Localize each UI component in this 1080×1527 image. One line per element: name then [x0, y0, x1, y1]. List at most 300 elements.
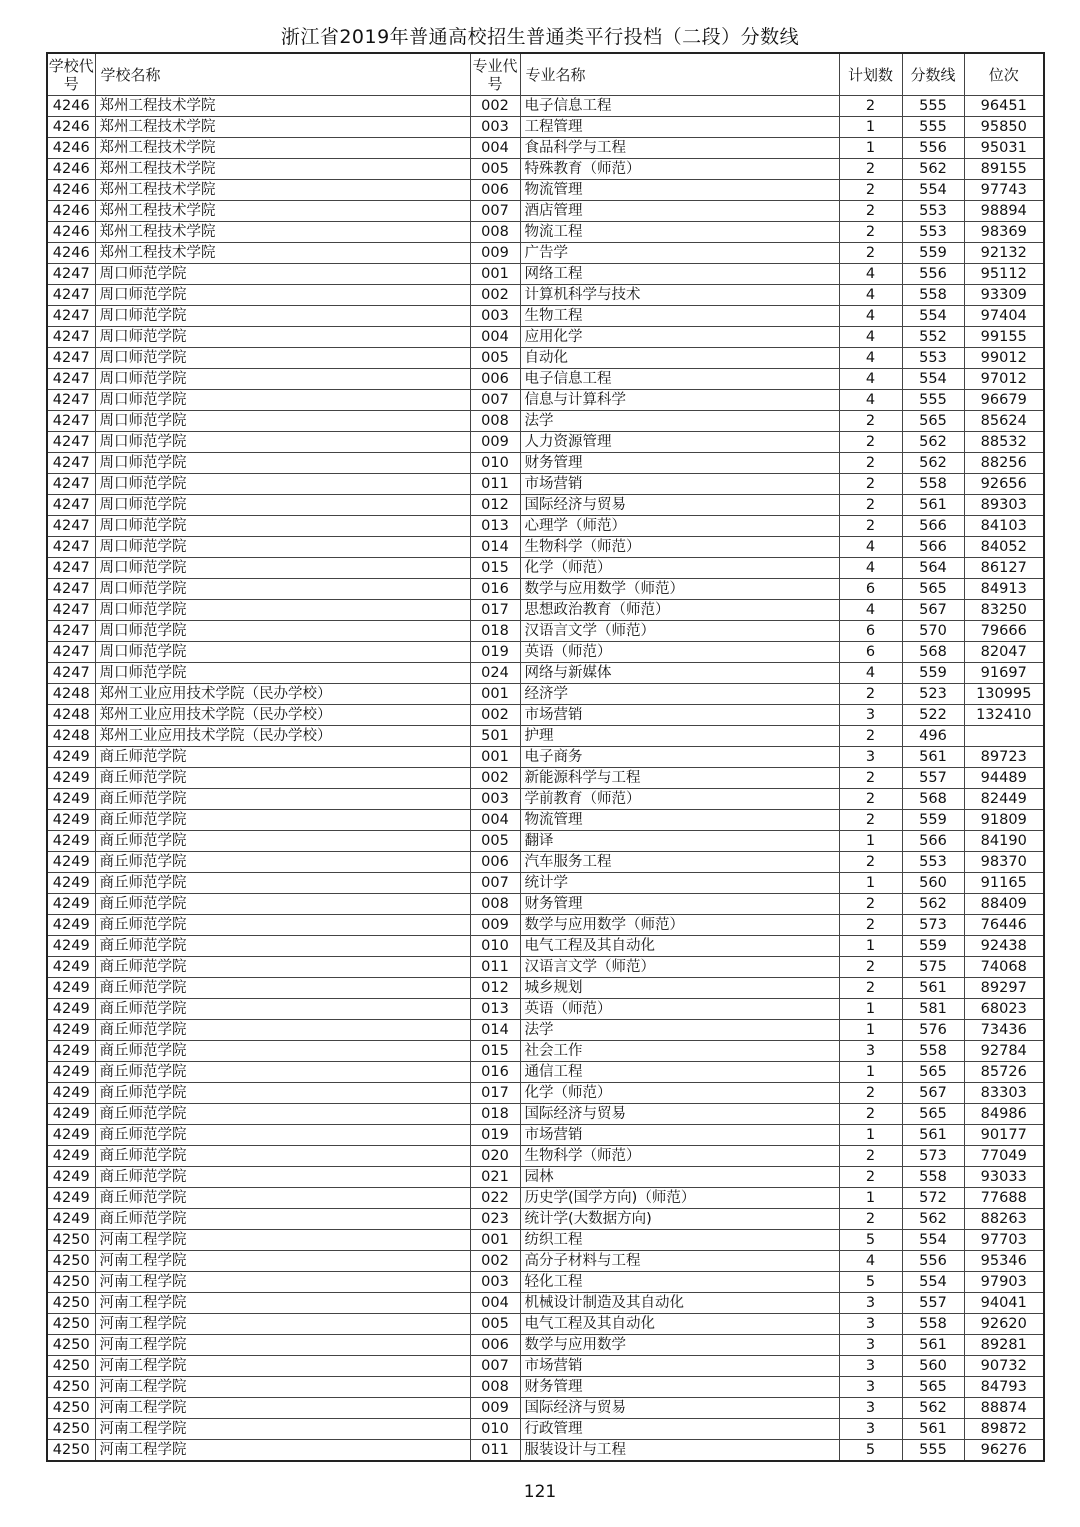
cell-major-code: 001: [470, 264, 520, 285]
cell-score: 554: [902, 306, 964, 327]
cell-plan: 2: [839, 243, 902, 264]
cell-plan: 3: [839, 1356, 902, 1377]
cell-score: 561: [902, 1419, 964, 1440]
table-row: [47, 348, 1044, 369]
cell-school-code: 4250: [47, 1335, 95, 1356]
cell-school-name: 商丘师范学院: [95, 936, 470, 957]
cell-school-name: 周口师范学院: [95, 264, 470, 285]
cell-major-code: 013: [470, 999, 520, 1020]
cell-score: 554: [902, 1230, 964, 1251]
cell-score: 561: [902, 747, 964, 768]
cell-score: 566: [902, 537, 964, 558]
cell-major-name: 市场营销: [520, 474, 839, 495]
cell-major-name: 市场营销: [520, 1356, 839, 1377]
cell-plan: 2: [839, 978, 902, 999]
cell-major-name: 物流管理: [520, 810, 839, 831]
cell-score: 560: [902, 1356, 964, 1377]
cell-school-code: 4248: [47, 705, 95, 726]
cell-school-name: 周口师范学院: [95, 600, 470, 621]
table-row: [47, 621, 1044, 642]
cell-plan: 1: [839, 1125, 902, 1146]
cell-score: 562: [902, 1398, 964, 1419]
cell-school-code: 4249: [47, 999, 95, 1020]
cell-rank: 77049: [964, 1146, 1044, 1167]
cell-rank: 97903: [964, 1272, 1044, 1293]
cell-major-code: 005: [470, 1314, 520, 1335]
cell-major-name: 电子商务: [520, 747, 839, 768]
cell-plan: 2: [839, 894, 902, 915]
cell-score: 567: [902, 1083, 964, 1104]
cell-school-code: 4246: [47, 117, 95, 138]
cell-school-name: 商丘师范学院: [95, 747, 470, 768]
cell-rank: 84913: [964, 579, 1044, 600]
cell-school-name: 周口师范学院: [95, 642, 470, 663]
cell-rank: 91165: [964, 873, 1044, 894]
cell-plan: 2: [839, 810, 902, 831]
cell-major-code: 014: [470, 1020, 520, 1041]
cell-school-code: 4249: [47, 957, 95, 978]
cell-plan: 3: [839, 1398, 902, 1419]
cell-major-name: 电气工程及其自动化: [520, 936, 839, 957]
cell-school-name: 河南工程学院: [95, 1440, 470, 1462]
cell-major-name: 国际经济与贸易: [520, 1398, 839, 1419]
cell-major-name: 汽车服务工程: [520, 852, 839, 873]
cell-plan: 6: [839, 642, 902, 663]
table-row: [47, 432, 1044, 453]
cell-plan: 4: [839, 663, 902, 684]
cell-major-code: 007: [470, 390, 520, 411]
cell-score: 556: [902, 1251, 964, 1272]
cell-school-code: 4247: [47, 327, 95, 348]
cell-major-code: 013: [470, 516, 520, 537]
cell-score: 561: [902, 495, 964, 516]
cell-major-name: 英语（师范）: [520, 642, 839, 663]
cell-score: 553: [902, 348, 964, 369]
cell-school-name: 河南工程学院: [95, 1272, 470, 1293]
cell-score: 555: [902, 390, 964, 411]
cell-score: 552: [902, 327, 964, 348]
cell-score: 558: [902, 285, 964, 306]
cell-plan: 1: [839, 117, 902, 138]
cell-score: 496: [902, 726, 964, 747]
cell-plan: 4: [839, 600, 902, 621]
cell-major-name: 网络工程: [520, 264, 839, 285]
table-row: [47, 810, 1044, 831]
cell-school-name: 商丘师范学院: [95, 831, 470, 852]
cell-major-code: 002: [470, 1251, 520, 1272]
cell-school-code: 4249: [47, 831, 95, 852]
table-row: [47, 1272, 1044, 1293]
cell-score: 581: [902, 999, 964, 1020]
table-row: [47, 1125, 1044, 1146]
cell-major-name: 电气工程及其自动化: [520, 1314, 839, 1335]
cell-major-name: 生物工程: [520, 306, 839, 327]
cell-plan: 2: [839, 222, 902, 243]
cell-plan: 6: [839, 579, 902, 600]
cell-school-code: 4246: [47, 159, 95, 180]
cell-rank: 96451: [964, 96, 1044, 117]
cell-major-name: 护理: [520, 726, 839, 747]
cell-major-name: 汉语言文学（师范）: [520, 957, 839, 978]
cell-school-code: 4246: [47, 138, 95, 159]
table-row: [47, 915, 1044, 936]
cell-plan: 3: [839, 1293, 902, 1314]
cell-score: 561: [902, 1335, 964, 1356]
cell-major-name: 特殊教育（师范）: [520, 159, 839, 180]
cell-rank: 83250: [964, 600, 1044, 621]
cell-plan: 1: [839, 999, 902, 1020]
table-row: [47, 1062, 1044, 1083]
cell-school-name: 河南工程学院: [95, 1230, 470, 1251]
cell-school-name: 周口师范学院: [95, 432, 470, 453]
cell-school-code: 4250: [47, 1272, 95, 1293]
cell-school-code: 4250: [47, 1440, 95, 1462]
cell-plan: 5: [839, 1440, 902, 1462]
table-row: [47, 978, 1044, 999]
cell-score: 558: [902, 1167, 964, 1188]
table-row: [47, 1104, 1044, 1125]
cell-school-code: 4250: [47, 1356, 95, 1377]
score-table: [46, 52, 1045, 1462]
header-major-name: 专业名称: [520, 53, 839, 96]
table-body: [47, 96, 1044, 1462]
cell-rank: 76446: [964, 915, 1044, 936]
table-row: [47, 936, 1044, 957]
cell-plan: 3: [839, 705, 902, 726]
table-row: [47, 1356, 1044, 1377]
table-row: [47, 285, 1044, 306]
cell-school-name: 商丘师范学院: [95, 894, 470, 915]
table-row: [47, 390, 1044, 411]
cell-major-name: 市场营销: [520, 1125, 839, 1146]
cell-score: 564: [902, 558, 964, 579]
cell-major-name: 法学: [520, 411, 839, 432]
cell-school-name: 周口师范学院: [95, 579, 470, 600]
cell-school-name: 河南工程学院: [95, 1251, 470, 1272]
cell-school-code: 4247: [47, 264, 95, 285]
cell-rank: 89297: [964, 978, 1044, 999]
cell-rank: 92620: [964, 1314, 1044, 1335]
cell-score: 566: [902, 831, 964, 852]
header-plan: 计划数: [839, 53, 902, 96]
cell-school-name: 河南工程学院: [95, 1314, 470, 1335]
table-row: [47, 327, 1044, 348]
cell-school-code: 4247: [47, 285, 95, 306]
cell-major-code: 022: [470, 1188, 520, 1209]
cell-score: 555: [902, 117, 964, 138]
cell-plan: 4: [839, 558, 902, 579]
cell-major-code: 006: [470, 1335, 520, 1356]
table-row: [47, 663, 1044, 684]
cell-major-name: 数学与应用数学: [520, 1335, 839, 1356]
cell-school-name: 周口师范学院: [95, 453, 470, 474]
cell-score: 562: [902, 453, 964, 474]
cell-score: 565: [902, 411, 964, 432]
cell-major-code: 002: [470, 285, 520, 306]
cell-score: 554: [902, 180, 964, 201]
cell-score: 522: [902, 705, 964, 726]
cell-score: 565: [902, 1062, 964, 1083]
cell-score: 553: [902, 852, 964, 873]
cell-rank: 91809: [964, 810, 1044, 831]
cell-school-code: 4250: [47, 1251, 95, 1272]
cell-school-name: 郑州工程技术学院: [95, 243, 470, 264]
table-row: [47, 222, 1044, 243]
cell-school-code: 4249: [47, 894, 95, 915]
table-row: [47, 453, 1044, 474]
cell-school-code: 4248: [47, 684, 95, 705]
cell-major-name: 网络与新媒体: [520, 663, 839, 684]
cell-school-code: 4246: [47, 180, 95, 201]
cell-school-code: 4247: [47, 642, 95, 663]
cell-school-code: 4247: [47, 558, 95, 579]
cell-major-code: 004: [470, 1293, 520, 1314]
cell-major-name: 物流工程: [520, 222, 839, 243]
cell-rank: 74068: [964, 957, 1044, 978]
cell-major-code: 021: [470, 1167, 520, 1188]
table-row: [47, 768, 1044, 789]
cell-plan: 4: [839, 264, 902, 285]
cell-major-code: 012: [470, 978, 520, 999]
cell-score: 559: [902, 810, 964, 831]
cell-rank: 98894: [964, 201, 1044, 222]
cell-plan: 1: [839, 873, 902, 894]
cell-rank: 83303: [964, 1083, 1044, 1104]
cell-plan: 3: [839, 1377, 902, 1398]
cell-school-name: 郑州工业应用技术学院（民办学校）: [95, 726, 470, 747]
cell-major-code: 001: [470, 684, 520, 705]
cell-school-code: 4249: [47, 789, 95, 810]
cell-major-code: 008: [470, 894, 520, 915]
cell-plan: 5: [839, 1272, 902, 1293]
cell-major-code: 020: [470, 1146, 520, 1167]
cell-score: 553: [902, 201, 964, 222]
cell-plan: 3: [839, 1041, 902, 1062]
cell-major-name: 法学: [520, 1020, 839, 1041]
cell-rank: 84103: [964, 516, 1044, 537]
cell-school-code: 4247: [47, 432, 95, 453]
cell-school-name: 周口师范学院: [95, 327, 470, 348]
cell-rank: 93033: [964, 1167, 1044, 1188]
cell-school-code: 4247: [47, 579, 95, 600]
cell-rank: 89281: [964, 1335, 1044, 1356]
cell-rank: 96679: [964, 390, 1044, 411]
cell-school-name: 商丘师范学院: [95, 1062, 470, 1083]
cell-school-name: 周口师范学院: [95, 390, 470, 411]
cell-major-code: 008: [470, 411, 520, 432]
cell-major-code: 008: [470, 1377, 520, 1398]
table-row: [47, 747, 1044, 768]
table-row: [47, 1293, 1044, 1314]
table-row: [47, 1377, 1044, 1398]
cell-rank: 130995: [964, 684, 1044, 705]
table-row: [47, 306, 1044, 327]
cell-major-code: 007: [470, 873, 520, 894]
cell-score: 565: [902, 1104, 964, 1125]
cell-school-name: 河南工程学院: [95, 1377, 470, 1398]
table-row: [47, 558, 1044, 579]
cell-major-name: 数学与应用数学（师范）: [520, 579, 839, 600]
cell-rank: 77688: [964, 1188, 1044, 1209]
cell-school-name: 郑州工程技术学院: [95, 201, 470, 222]
cell-school-name: 周口师范学院: [95, 348, 470, 369]
table-row: [47, 684, 1044, 705]
cell-school-name: 周口师范学院: [95, 663, 470, 684]
cell-rank: 89872: [964, 1419, 1044, 1440]
cell-score: 558: [902, 1041, 964, 1062]
cell-rank: 85624: [964, 411, 1044, 432]
cell-score: 561: [902, 1125, 964, 1146]
cell-major-name: 统计学(大数据方向): [520, 1209, 839, 1230]
cell-rank: 89723: [964, 747, 1044, 768]
cell-rank: 82047: [964, 642, 1044, 663]
cell-major-name: 翻译: [520, 831, 839, 852]
cell-rank: 99012: [964, 348, 1044, 369]
cell-score: 558: [902, 474, 964, 495]
cell-rank: [964, 726, 1044, 747]
table-row: [47, 1209, 1044, 1230]
cell-rank: 88409: [964, 894, 1044, 915]
cell-school-code: 4249: [47, 1188, 95, 1209]
cell-school-code: 4249: [47, 1209, 95, 1230]
cell-rank: 98370: [964, 852, 1044, 873]
cell-score: 559: [902, 243, 964, 264]
table-row: [47, 474, 1044, 495]
table-row: [47, 705, 1044, 726]
table-row: [47, 159, 1044, 180]
cell-score: 562: [902, 1209, 964, 1230]
cell-school-code: 4247: [47, 537, 95, 558]
cell-plan: 2: [839, 957, 902, 978]
cell-school-name: 周口师范学院: [95, 558, 470, 579]
cell-score: 555: [902, 96, 964, 117]
cell-score: 565: [902, 1377, 964, 1398]
cell-plan: 2: [839, 180, 902, 201]
table-row: [47, 999, 1044, 1020]
cell-rank: 84986: [964, 1104, 1044, 1125]
header-school-name: 学校名称: [95, 53, 470, 96]
cell-rank: 73436: [964, 1020, 1044, 1041]
cell-school-code: 4246: [47, 201, 95, 222]
cell-major-code: 016: [470, 579, 520, 600]
cell-school-name: 商丘师范学院: [95, 978, 470, 999]
table-row: [47, 1146, 1044, 1167]
cell-major-name: 电子信息工程: [520, 96, 839, 117]
cell-major-name: 经济学: [520, 684, 839, 705]
cell-major-name: 新能源科学与工程: [520, 768, 839, 789]
cell-rank: 86127: [964, 558, 1044, 579]
cell-plan: 2: [839, 495, 902, 516]
cell-major-code: 002: [470, 705, 520, 726]
cell-major-code: 016: [470, 1062, 520, 1083]
cell-score: 555: [902, 1440, 964, 1462]
cell-major-name: 机械设计制造及其自动化: [520, 1293, 839, 1314]
cell-school-code: 4246: [47, 243, 95, 264]
cell-plan: 4: [839, 369, 902, 390]
cell-major-name: 食品科学与工程: [520, 138, 839, 159]
cell-school-name: 商丘师范学院: [95, 1104, 470, 1125]
table-row: [47, 1041, 1044, 1062]
cell-school-name: 周口师范学院: [95, 411, 470, 432]
cell-school-name: 周口师范学院: [95, 369, 470, 390]
table-row: [47, 180, 1044, 201]
cell-school-code: 4249: [47, 1083, 95, 1104]
cell-rank: 68023: [964, 999, 1044, 1020]
cell-plan: 2: [839, 789, 902, 810]
table-row: [47, 243, 1044, 264]
cell-rank: 89155: [964, 159, 1044, 180]
cell-school-name: 商丘师范学院: [95, 873, 470, 894]
cell-plan: 4: [839, 306, 902, 327]
cell-plan: 4: [839, 1251, 902, 1272]
table-row: [47, 1020, 1044, 1041]
cell-plan: 2: [839, 915, 902, 936]
cell-major-name: 轻化工程: [520, 1272, 839, 1293]
cell-major-code: 008: [470, 222, 520, 243]
cell-rank: 90732: [964, 1356, 1044, 1377]
cell-rank: 85726: [964, 1062, 1044, 1083]
cell-rank: 97404: [964, 306, 1044, 327]
cell-school-code: 4247: [47, 411, 95, 432]
table-row: [47, 369, 1044, 390]
cell-school-name: 商丘师范学院: [95, 1146, 470, 1167]
cell-school-code: 4247: [47, 390, 95, 411]
cell-rank: 92784: [964, 1041, 1044, 1062]
cell-school-name: 郑州工程技术学院: [95, 222, 470, 243]
cell-rank: 97703: [964, 1230, 1044, 1251]
cell-major-name: 行政管理: [520, 1419, 839, 1440]
cell-school-name: 周口师范学院: [95, 495, 470, 516]
cell-school-code: 4249: [47, 915, 95, 936]
cell-major-name: 心理学（师范）: [520, 516, 839, 537]
table-row: [47, 1251, 1044, 1272]
cell-plan: 2: [839, 726, 902, 747]
cell-rank: 88874: [964, 1398, 1044, 1419]
cell-major-code: 005: [470, 348, 520, 369]
table-row: [47, 138, 1044, 159]
cell-major-name: 纺织工程: [520, 1230, 839, 1251]
cell-school-code: 4247: [47, 621, 95, 642]
cell-major-code: 017: [470, 1083, 520, 1104]
cell-major-name: 化学（师范）: [520, 1083, 839, 1104]
cell-score: 559: [902, 936, 964, 957]
cell-score: 557: [902, 1293, 964, 1314]
cell-rank: 88256: [964, 453, 1044, 474]
cell-major-code: 002: [470, 768, 520, 789]
cell-plan: 2: [839, 1083, 902, 1104]
cell-major-code: 015: [470, 1041, 520, 1062]
table-row: [47, 957, 1044, 978]
cell-school-code: 4247: [47, 663, 95, 684]
cell-school-code: 4249: [47, 1146, 95, 1167]
cell-plan: 2: [839, 411, 902, 432]
cell-major-code: 011: [470, 957, 520, 978]
cell-school-name: 商丘师范学院: [95, 1020, 470, 1041]
table-row: [47, 1167, 1044, 1188]
cell-rank: 88263: [964, 1209, 1044, 1230]
cell-major-code: 004: [470, 327, 520, 348]
cell-school-name: 商丘师范学院: [95, 1083, 470, 1104]
cell-school-name: 周口师范学院: [95, 516, 470, 537]
cell-rank: 88532: [964, 432, 1044, 453]
cell-major-code: 004: [470, 138, 520, 159]
cell-plan: 2: [839, 1209, 902, 1230]
cell-plan: 5: [839, 1230, 902, 1251]
cell-major-name: 国际经济与贸易: [520, 1104, 839, 1125]
cell-school-name: 郑州工业应用技术学院（民办学校）: [95, 705, 470, 726]
cell-school-code: 4250: [47, 1419, 95, 1440]
cell-major-name: 自动化: [520, 348, 839, 369]
